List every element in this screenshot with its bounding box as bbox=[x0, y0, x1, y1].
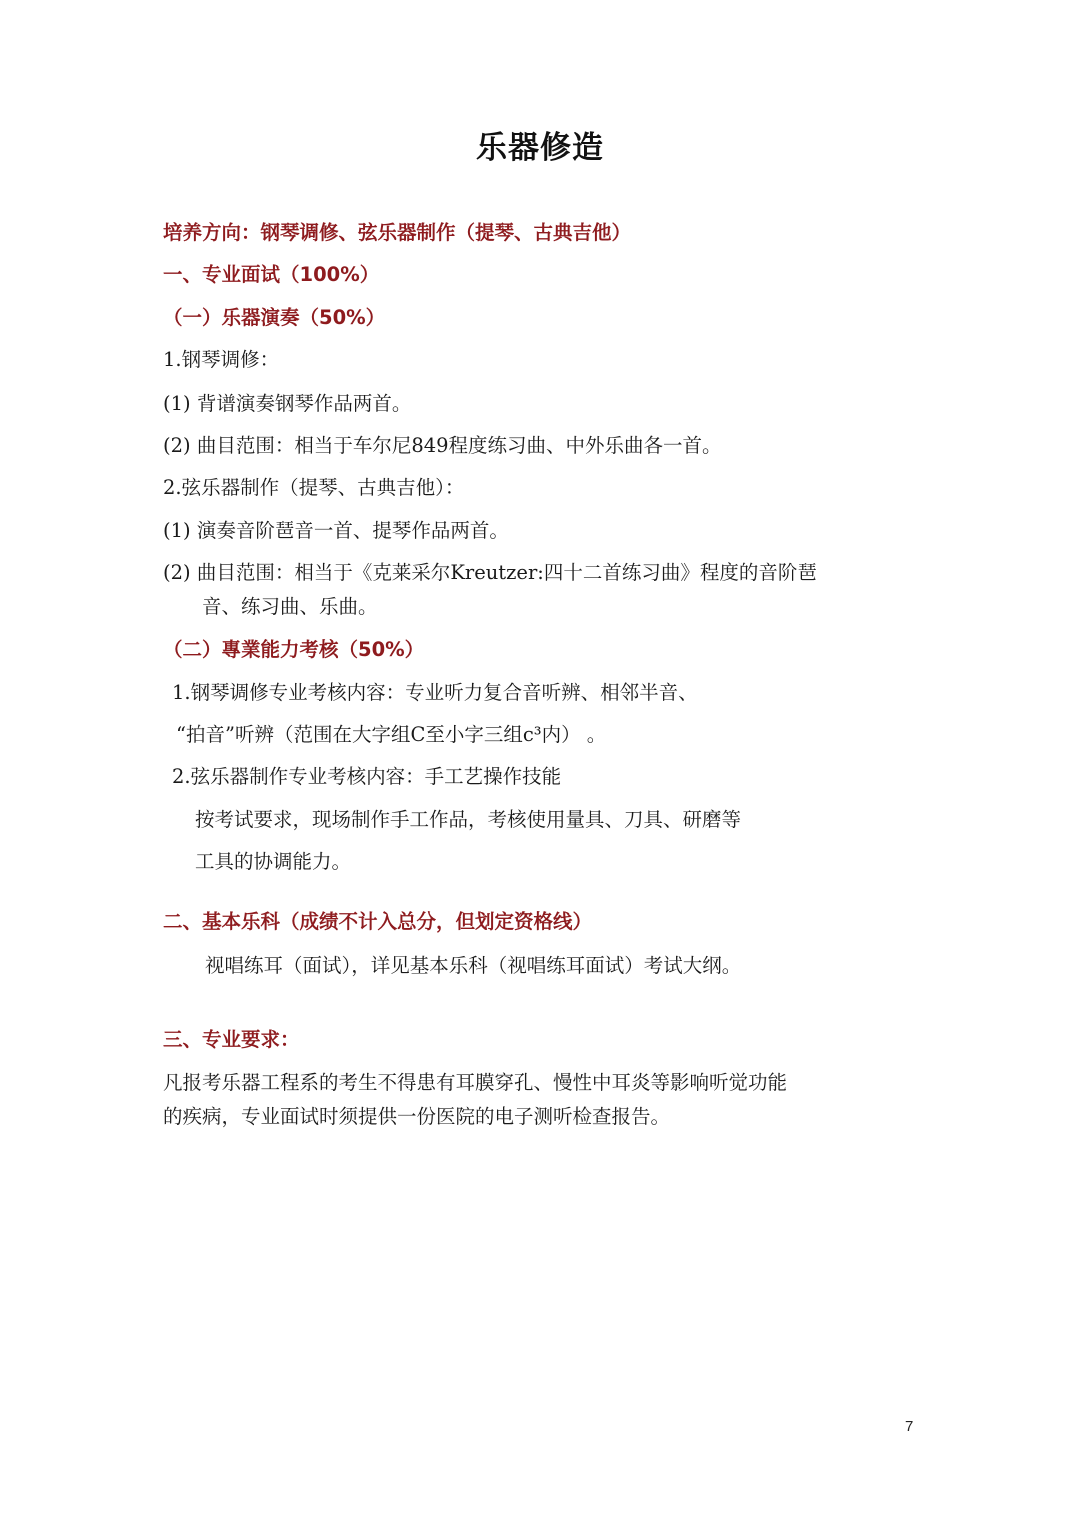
item-piano-2: (2) 曲目范围：相当于车尔尼849程度练习曲、中外乐曲各一首。 bbox=[163, 434, 722, 457]
section-2-heading: 二、基本乐科（成绩不计入总分，但划定资格线） bbox=[163, 910, 593, 933]
section-3-body-line2: 的疾病，专业面试时须提供一份医院的电子测听检查报告。 bbox=[163, 1105, 671, 1128]
page-number: 7 bbox=[905, 1418, 914, 1435]
assessment-piano-cont: “拍音”听辨（范围在大字组C至小字三组c³内） 。 bbox=[176, 723, 607, 746]
assessment-string-detail: 按考试要求，现场制作手工作品，考核使用量具、刀具、研磨等 bbox=[195, 808, 742, 831]
page-title: 乐器修造 bbox=[476, 130, 604, 166]
subsection-2-heading: （二）專業能力考核（50%） bbox=[163, 638, 425, 661]
item-piano-tuning: 1.钢琴调修： bbox=[163, 348, 280, 371]
section-3-body-line1: 凡报考乐器工程系的考生不得患有耳膜穿孔、慢性中耳炎等影响听觉功能 bbox=[163, 1071, 788, 1094]
assessment-string-detail-cont: 工具的协调能力。 bbox=[195, 850, 352, 873]
item-piano-1: (1) 背谱演奏钢琴作品两首。 bbox=[163, 392, 412, 415]
subsection-1-heading: （一）乐器演奏（50%） bbox=[163, 306, 386, 329]
item-string-1: (1) 演奏音阶琶音一首、提琴作品两首。 bbox=[163, 519, 509, 542]
item-string-2: (2) 曲目范围：相当于《克莱采尔Kreutzer:四十二首练习曲》程度的音阶琶 bbox=[163, 561, 817, 584]
item-string-making: 2.弦乐器制作（提琴、古典吉他）： bbox=[163, 476, 465, 499]
section-3-heading: 三、专业要求： bbox=[163, 1028, 300, 1051]
training-direction-heading: 培养方向：钢琴调修、弦乐器制作（提琴、古典吉他） bbox=[163, 221, 632, 244]
section-1-heading: 一、专业面试（100%） bbox=[163, 263, 380, 286]
item-string-2-cont: 音、练习曲、乐曲。 bbox=[202, 595, 378, 618]
assessment-string: 2.弦乐器制作专业考核内容：手工艺操作技能 bbox=[172, 765, 562, 788]
section-2-body: 视唱练耳（面试），详见基本乐科（视唱练耳面试）考试大纲。 bbox=[205, 954, 742, 977]
assessment-piano: 1.钢琴调修专业考核内容：专业听力复合音听辨、相邻半音、 bbox=[172, 681, 698, 704]
